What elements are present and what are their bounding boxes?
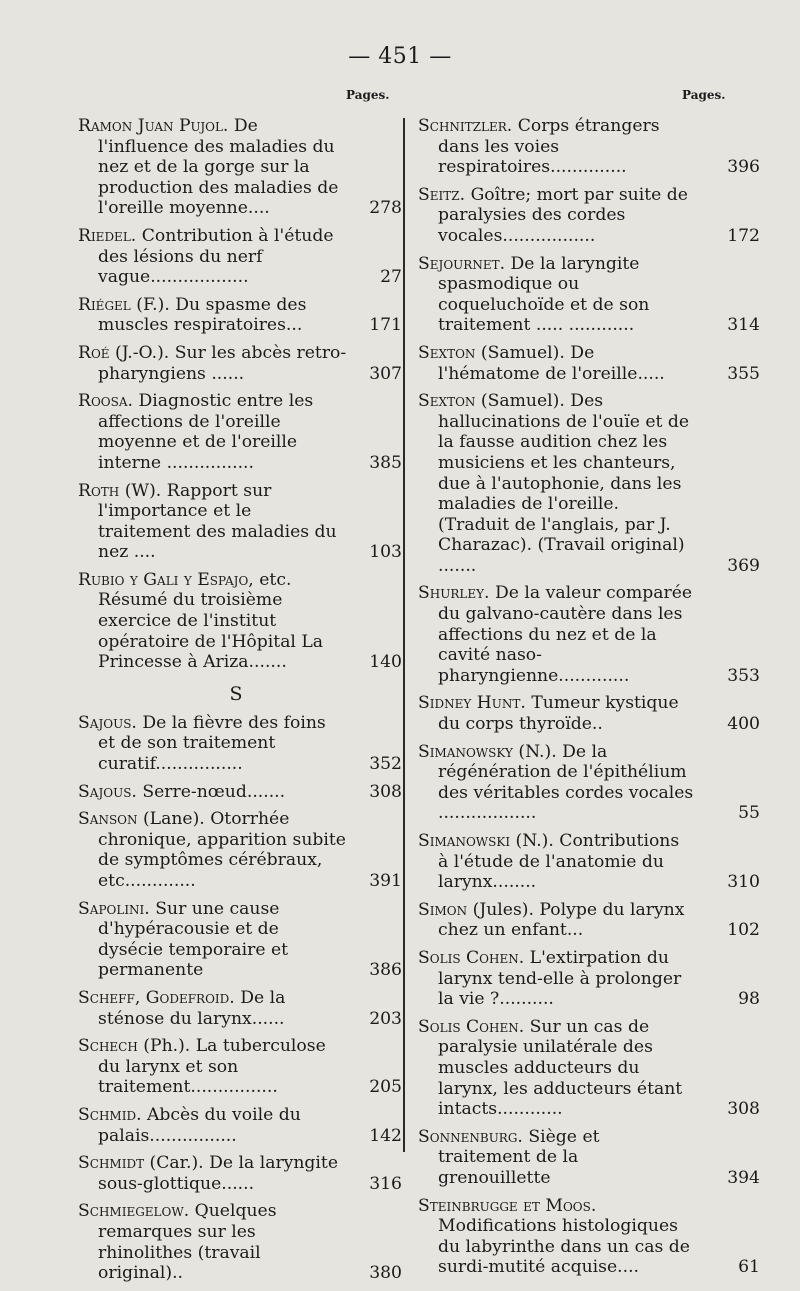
entry-author: Sejournet.: [418, 253, 506, 274]
index-entry: [78, 225, 402, 288]
index-entry: [78, 569, 402, 673]
entry-page-number: 98: [738, 989, 760, 1010]
entry-page-number: 307: [369, 363, 402, 384]
section-letter: S: [229, 682, 243, 705]
entry-text: L'extirpation du larynx tend-elle à prolonger la vie ?..........: [438, 947, 682, 1010]
entry-author: Sajous.: [78, 781, 137, 802]
entry-text: Corps étrangers dans les voies respiratoires..............: [438, 116, 660, 178]
left-column: [78, 116, 402, 1291]
entry-page-number: 314: [727, 315, 760, 336]
index-entry: [78, 391, 402, 473]
right-entries: [418, 116, 760, 1278]
entry-page-number: 171: [369, 315, 402, 336]
entry-text: Diagnostic entre les affections de l'oreille moyenne et de l'oreille interne ................: [98, 391, 314, 473]
index-entry: [418, 342, 760, 384]
entry-text: (W). Rapport sur l'importance et le traitement des maladies du nez ....: [98, 480, 337, 563]
entry-page-number: 352: [369, 754, 402, 775]
entry-author: Riégel: [78, 294, 131, 315]
entry-text: Serre-nœud.......: [142, 781, 286, 802]
entry-author: Seitz.: [418, 184, 466, 205]
entry-text: (Samuel). Des hallucinations de l'ouïe et de la fausse audition chez les musiciens et les chanteurs, due à l'autophonie, dans les maladies de l'oreille. (Traduit de l'anglais, par J. Charazac). (Travail original) .......: [438, 391, 690, 576]
index-entry: [418, 1195, 760, 1278]
entry-page-number: 55: [738, 803, 760, 824]
entry-page-number: 394: [727, 1167, 760, 1188]
index-entry: [418, 741, 760, 824]
entry-page-number: 205: [369, 1077, 402, 1098]
index-entry: [78, 712, 402, 775]
left-entries-after: [78, 712, 402, 1284]
left-entries-before: [78, 116, 402, 673]
pages-column-label-left: Pages.: [346, 88, 390, 102]
index-entry: [418, 184, 760, 247]
index-entry: [78, 987, 402, 1029]
entry-text: (Jules). Polype du larynx chez un enfant...: [438, 899, 685, 941]
entry-text: Modifications histologiques du labyrinthe dans un cas de surdi-mutité acquise....: [438, 1216, 690, 1278]
entry-page-number: 380: [369, 1263, 402, 1284]
index-entry: [78, 1104, 402, 1146]
index-entry: [78, 809, 402, 891]
entry-page-number: 102: [727, 920, 760, 941]
entry-author: Scheff, Godefroid.: [78, 987, 235, 1008]
entry-page-number: 396: [727, 157, 760, 178]
entry-text: Tumeur kystique du corps thyroïde..: [438, 693, 679, 735]
entry-text: Quelques remarques sur les rhinolithes (travail original)..: [98, 1201, 277, 1284]
entry-text: etc. Résumé du troisième exercice de l'institut opératoire de l'Hôpital La Princesse à Ariza.......: [98, 569, 324, 673]
entry-author: Roé: [78, 342, 110, 363]
entry-page-number: 308: [369, 781, 402, 802]
entry-page-number: 369: [727, 555, 760, 576]
entry-text: Sur une cause d'hypéracousie et de dysécie temporaire et permanente: [98, 898, 289, 981]
entry-text: (Lane). Otorrhée chronique, apparition subite de symptômes cérébraux, etc.............: [98, 809, 346, 891]
entry-page-number: 172: [727, 225, 760, 246]
index-entry: [78, 1201, 402, 1284]
index-entry: [78, 781, 402, 803]
index-entry: [78, 1036, 402, 1098]
index-entry: [78, 294, 402, 336]
index-entry: [78, 1153, 402, 1194]
entry-author: Riedel.: [78, 225, 137, 246]
entry-page-number: 278: [369, 198, 402, 219]
entry-text: Sur un cas de paralysie unilatérale des muscles adducteurs du larynx, les adducteurs étant intacts............: [438, 1016, 683, 1120]
entry-text: (J.-O.). Sur les abcès retro-pharyngiens ......: [98, 342, 347, 384]
entry-author: Roth: [78, 480, 120, 501]
index-entry: [418, 116, 760, 178]
index-entry: [418, 1126, 760, 1189]
entry-author: Schmid.: [78, 1104, 142, 1125]
entry-text: (Car.). De la laryngite sous-glottique......: [98, 1153, 339, 1194]
entry-author: Sanson: [78, 809, 138, 830]
entry-author: Steinbrugge et Moos.: [418, 1195, 597, 1216]
entry-author: Schmidt: [78, 1153, 145, 1174]
entry-author: Schmiegelow.: [78, 1201, 190, 1222]
entry-text: (N.). De la régénération de l'épithélium des véritables cordes vocales ..................: [438, 741, 694, 824]
entry-author: Solis Cohen.: [418, 1016, 525, 1037]
entry-author: Sidney Hunt.: [418, 693, 526, 714]
entry-text: De la sténose du larynx......: [98, 987, 286, 1029]
entry-page-number: 353: [727, 665, 760, 686]
entry-page-number: 203: [369, 1008, 402, 1029]
index-entry: [418, 831, 760, 893]
entry-author: Roosa.: [78, 391, 133, 412]
entry-page-number: 140: [369, 652, 402, 673]
entry-author: Sonnenburg.: [418, 1126, 523, 1147]
entry-page-number: 385: [369, 452, 402, 473]
entry-author: Shurley.: [418, 583, 490, 604]
entry-text: (Samuel). De l'hématome de l'oreille.....: [438, 342, 665, 384]
entry-page-number: 400: [727, 714, 760, 735]
entry-author: Rubio y Gali y Espajo,: [78, 569, 254, 590]
index-entry: [78, 342, 402, 384]
entry-author: Ramon Juan Pujol.: [78, 116, 229, 136]
entry-author: Simanowski: [418, 831, 511, 851]
entry-page-number: 103: [369, 542, 402, 563]
entry-author: Schnitzler.: [418, 116, 513, 136]
pages-column-label-right: Pages.: [682, 88, 726, 102]
entry-author: Schech: [78, 1036, 138, 1057]
index-entry: [78, 116, 402, 219]
entry-text: (Ph.). La tuberculose du larynx et son traitement................: [98, 1036, 326, 1098]
entry-page-number: 61: [738, 1257, 760, 1278]
entry-author: Solis Cohen.: [418, 947, 525, 968]
entry-text: De l'influence des maladies du nez et de la gorge sur la production des maladies de l'oreille moyenne....: [98, 116, 339, 219]
index-entry: [418, 693, 760, 735]
entry-page-number: 308: [727, 1099, 760, 1120]
entry-page-number: 355: [727, 363, 760, 384]
entry-page-number: 27: [380, 267, 402, 288]
index-entry: [418, 583, 760, 686]
entry-author: Simon: [418, 899, 468, 920]
index-entry: [78, 480, 402, 563]
entry-text: Goître; mort par suite de paralysies des cordes vocales.................: [438, 184, 688, 246]
entry-page-number: 386: [369, 960, 402, 981]
entry-page-number: 316: [369, 1173, 402, 1194]
entry-page-number: 310: [727, 872, 760, 893]
index-entry: [418, 947, 760, 1010]
entry-text: De la laryngite spasmodique ou coqueluchoïde et de son traitement ..... ............: [438, 253, 650, 336]
entry-text: (F.). Du spasme des muscles respiratoires...: [98, 294, 307, 336]
entry-text: Abcès du voile du palais................: [98, 1104, 301, 1146]
entry-author: Simanowsky: [418, 741, 513, 762]
column-divider: [403, 118, 405, 1152]
entry-text: (N.). Contributions à l'étude de l'anatomie du larynx........: [438, 831, 680, 893]
index-entry: [78, 898, 402, 981]
entry-text: De la fièvre des foins et de son traitement curatif................: [98, 712, 326, 775]
entry-page-number: 391: [369, 871, 402, 891]
index-entry: [418, 391, 760, 576]
entry-text: De la valeur comparée du galvano-cautère dans les affections du nez et de la cavité naso-pharyngienne.............: [438, 583, 693, 686]
entry-author: Sapolini.: [78, 898, 150, 919]
entry-text: Siège et traitement de la grenouillette: [438, 1126, 600, 1188]
index-entry: [418, 1016, 760, 1120]
index-entry: [418, 253, 760, 336]
index-entry: [418, 899, 760, 941]
entry-text: Contribution à l'étude des lésions du nerf vague..................: [98, 225, 334, 288]
entry-page-number: 142: [369, 1125, 402, 1146]
entry-author: Sexton: [418, 391, 476, 412]
right-column: [418, 116, 760, 1285]
page-number: — 451 —: [348, 44, 452, 69]
entry-author: Sajous.: [78, 712, 137, 733]
entry-author: Sexton: [418, 342, 476, 363]
